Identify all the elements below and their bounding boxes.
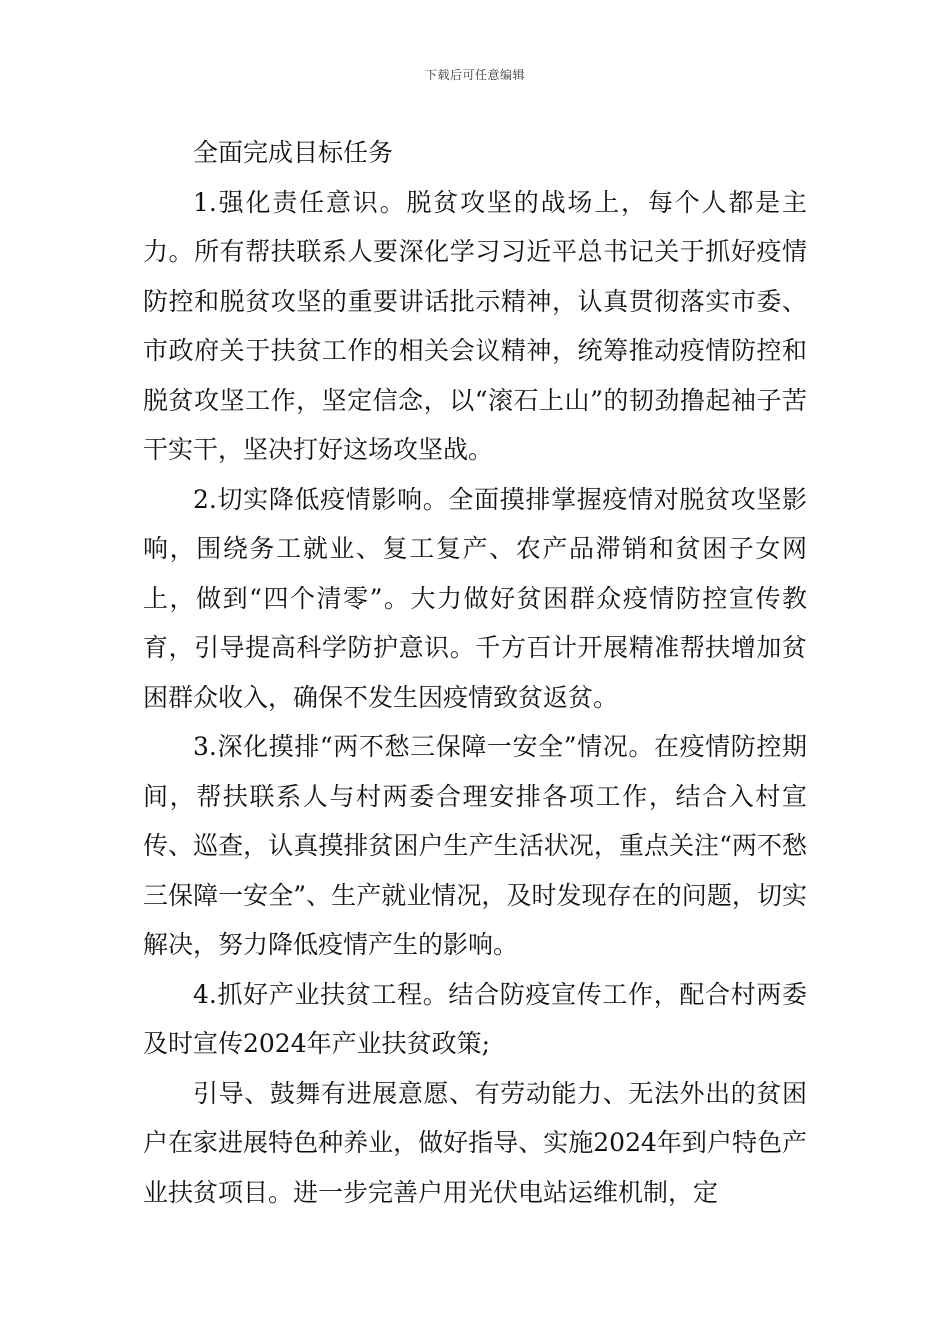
- paragraph-1: 1.强化责任意识。脱贫攻坚的战场上，每个人都是主力。所有帮扶联系人要深化学习习近平总书记关于抓好疫情防控和脱贫攻坚的重要讲话批示精神，认真贯彻落实市委、市政府关于扶贫工作的相关会议精神，统筹推动疫情防控和脱贫攻坚工作，坚定信念，以“滚石上山”的韧劲撸起袖子苦干实干，坚决打好这场攻坚战。: [143, 187, 807, 464]
- section-heading: 全面完成目标任务: [193, 138, 394, 167]
- paragraph-3: 3.深化摸排“两不愁三保障一安全”情况。在疫情防控期间，帮扶联系人与村两委合理安排各项工作，结合入村宣传、巡查，认真摸排贫困户生产生活状况，重点关注“两不愁三保障一安全”、生产就业情况，及时发现存在的问题，切实解决，努力降低疫情产生的影响。: [143, 732, 807, 959]
- paragraph-4: 4.抓好产业扶贫工程。结合防疫宣传工作，配合村两委及时宣传2024年产业扶贫政策;: [143, 979, 807, 1058]
- page-header: 下载后可任意编辑: [424, 68, 525, 82]
- paragraph-5: 引导、鼓舞有进展意愿、有劳动能力、无法外出的贫困户在家进展特色种养业，做好指导、实施2024年到户特色产业扶贫项目。进一步完善户用光伏电站运维机制，定: [143, 1078, 807, 1207]
- paragraph-2: 2.切实降低疫情影响。全面摸排掌握疫情对脱贫攻坚影响，围绕务工就业、复工复产、农产品滞销和贫困子女网上，做到“四个清零”。大力做好贫困群众疫情防控宣传教育，引导提高科学防护意识。千方百计开展精准帮扶增加贫困群众收入，确保不发生因疫情致贫返贫。: [143, 484, 807, 712]
- document-body: [143, 128, 807, 1217]
